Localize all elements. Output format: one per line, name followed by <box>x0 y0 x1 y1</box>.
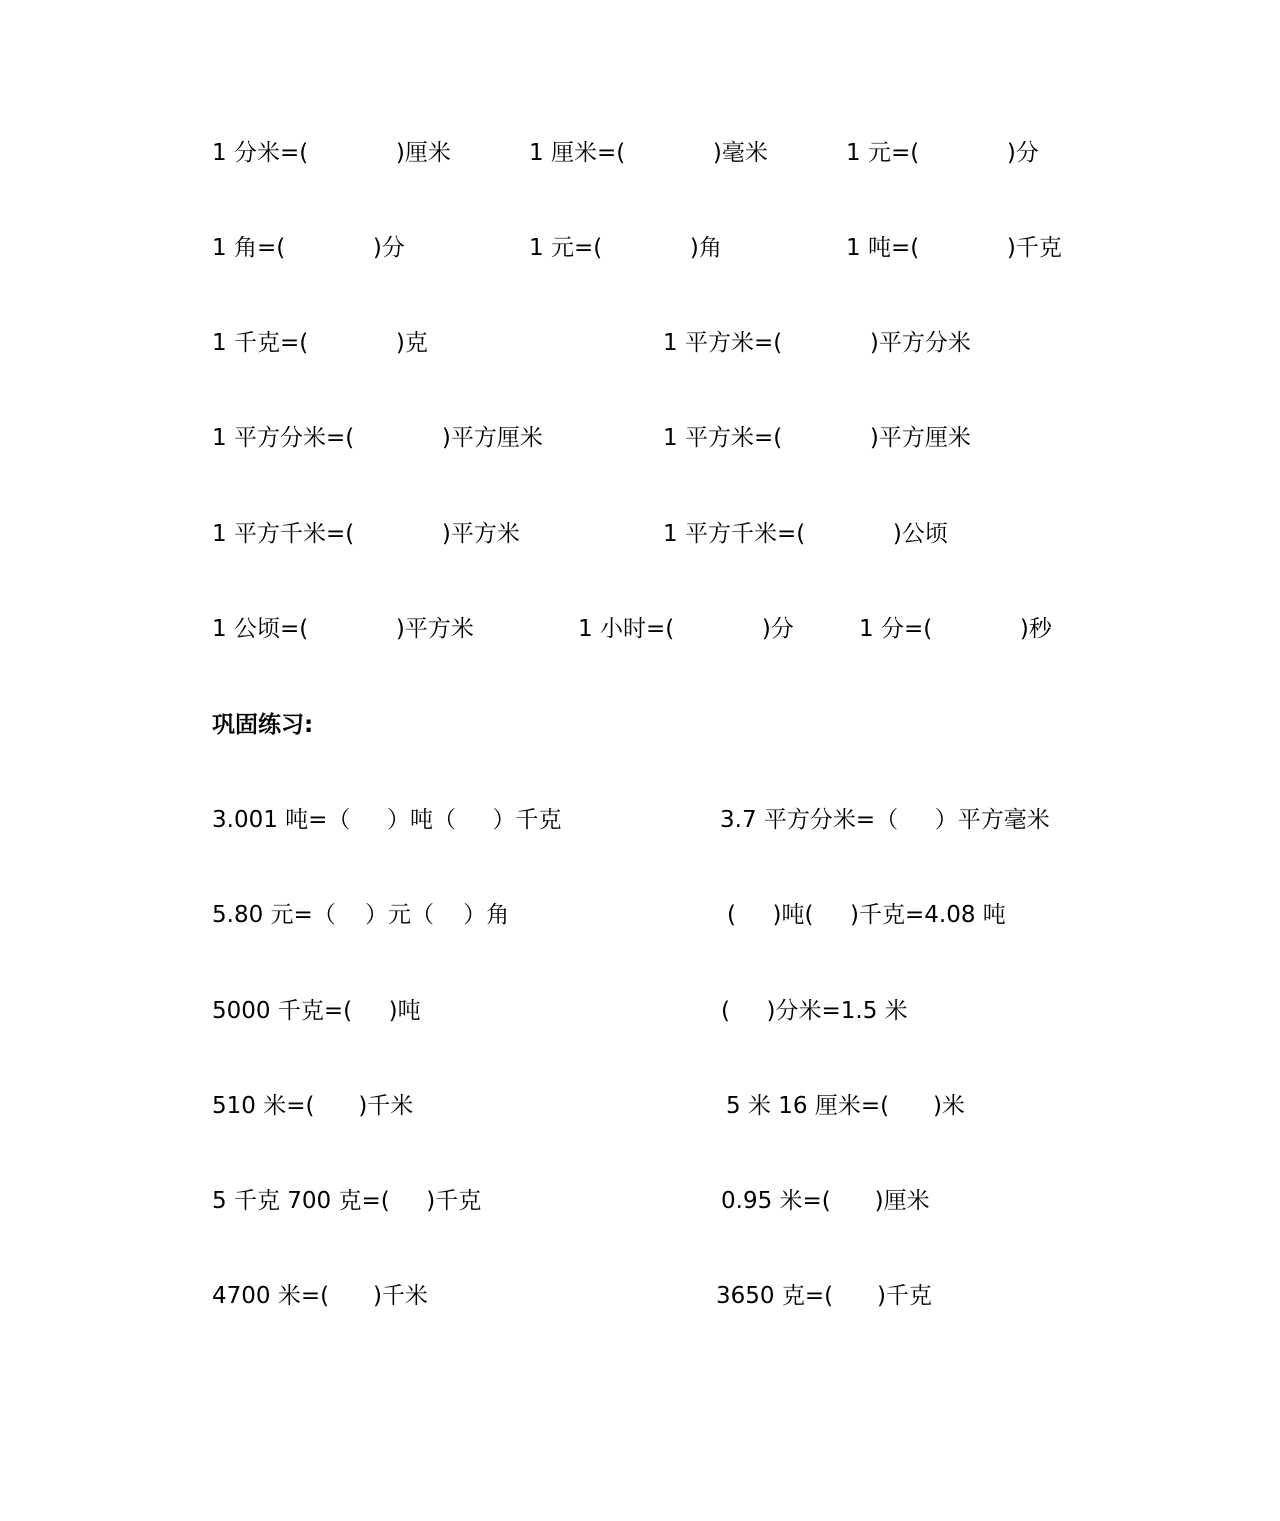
exercise-item: 5 米 16 厘米=( )米 <box>726 1093 965 1119</box>
exercise-item: 3650 克=( )千克 <box>716 1283 932 1309</box>
conversion-item: 1 千克=( )克 <box>212 330 428 356</box>
exercise-item: 510 米=( )千米 <box>212 1093 414 1119</box>
exercise-item: 5 千克 700 克=( )千克 <box>212 1188 482 1214</box>
conversion-item: 1 平方千米=( )公顷 <box>663 521 948 547</box>
exercise-item: 4700 米=( )千米 <box>212 1283 428 1309</box>
exercise-item: ( )分米=1.5 米 <box>721 998 908 1024</box>
conversion-item: 1 分米=( )厘米 <box>212 140 451 166</box>
conversion-item: 1 吨=( )千克 <box>846 235 1062 261</box>
exercise-item: 5.80 元=（ ）元（ ）角 <box>212 902 510 928</box>
exercise-item: 5000 千克=( )吨 <box>212 998 421 1024</box>
section-heading: 巩固练习: <box>212 712 314 738</box>
conversion-item: 1 小时=( )分 <box>578 616 794 642</box>
exercise-item: ( )吨( )千克=4.08 吨 <box>727 902 1006 928</box>
conversion-item: 1 公顷=( )平方米 <box>212 616 474 642</box>
conversion-item: 1 角=( )分 <box>212 235 405 261</box>
conversion-item: 1 分=( )秒 <box>859 616 1052 642</box>
exercise-item: 3.7 平方分米=（ ）平方毫米 <box>720 807 1050 833</box>
conversion-item: 1 元=( )分 <box>846 140 1039 166</box>
conversion-item: 1 元=( )角 <box>529 235 722 261</box>
conversion-item: 1 平方千米=( )平方米 <box>212 521 520 547</box>
conversion-item: 1 厘米=( )毫米 <box>529 140 768 166</box>
exercise-item: 0.95 米=( )厘米 <box>721 1188 930 1214</box>
exercise-item: 3.001 吨=（ ）吨（ ）千克 <box>212 807 562 833</box>
conversion-item: 1 平方米=( )平方分米 <box>663 330 971 356</box>
conversion-item: 1 平方分米=( )平方厘米 <box>212 425 543 451</box>
conversion-item: 1 平方米=( )平方厘米 <box>663 425 971 451</box>
